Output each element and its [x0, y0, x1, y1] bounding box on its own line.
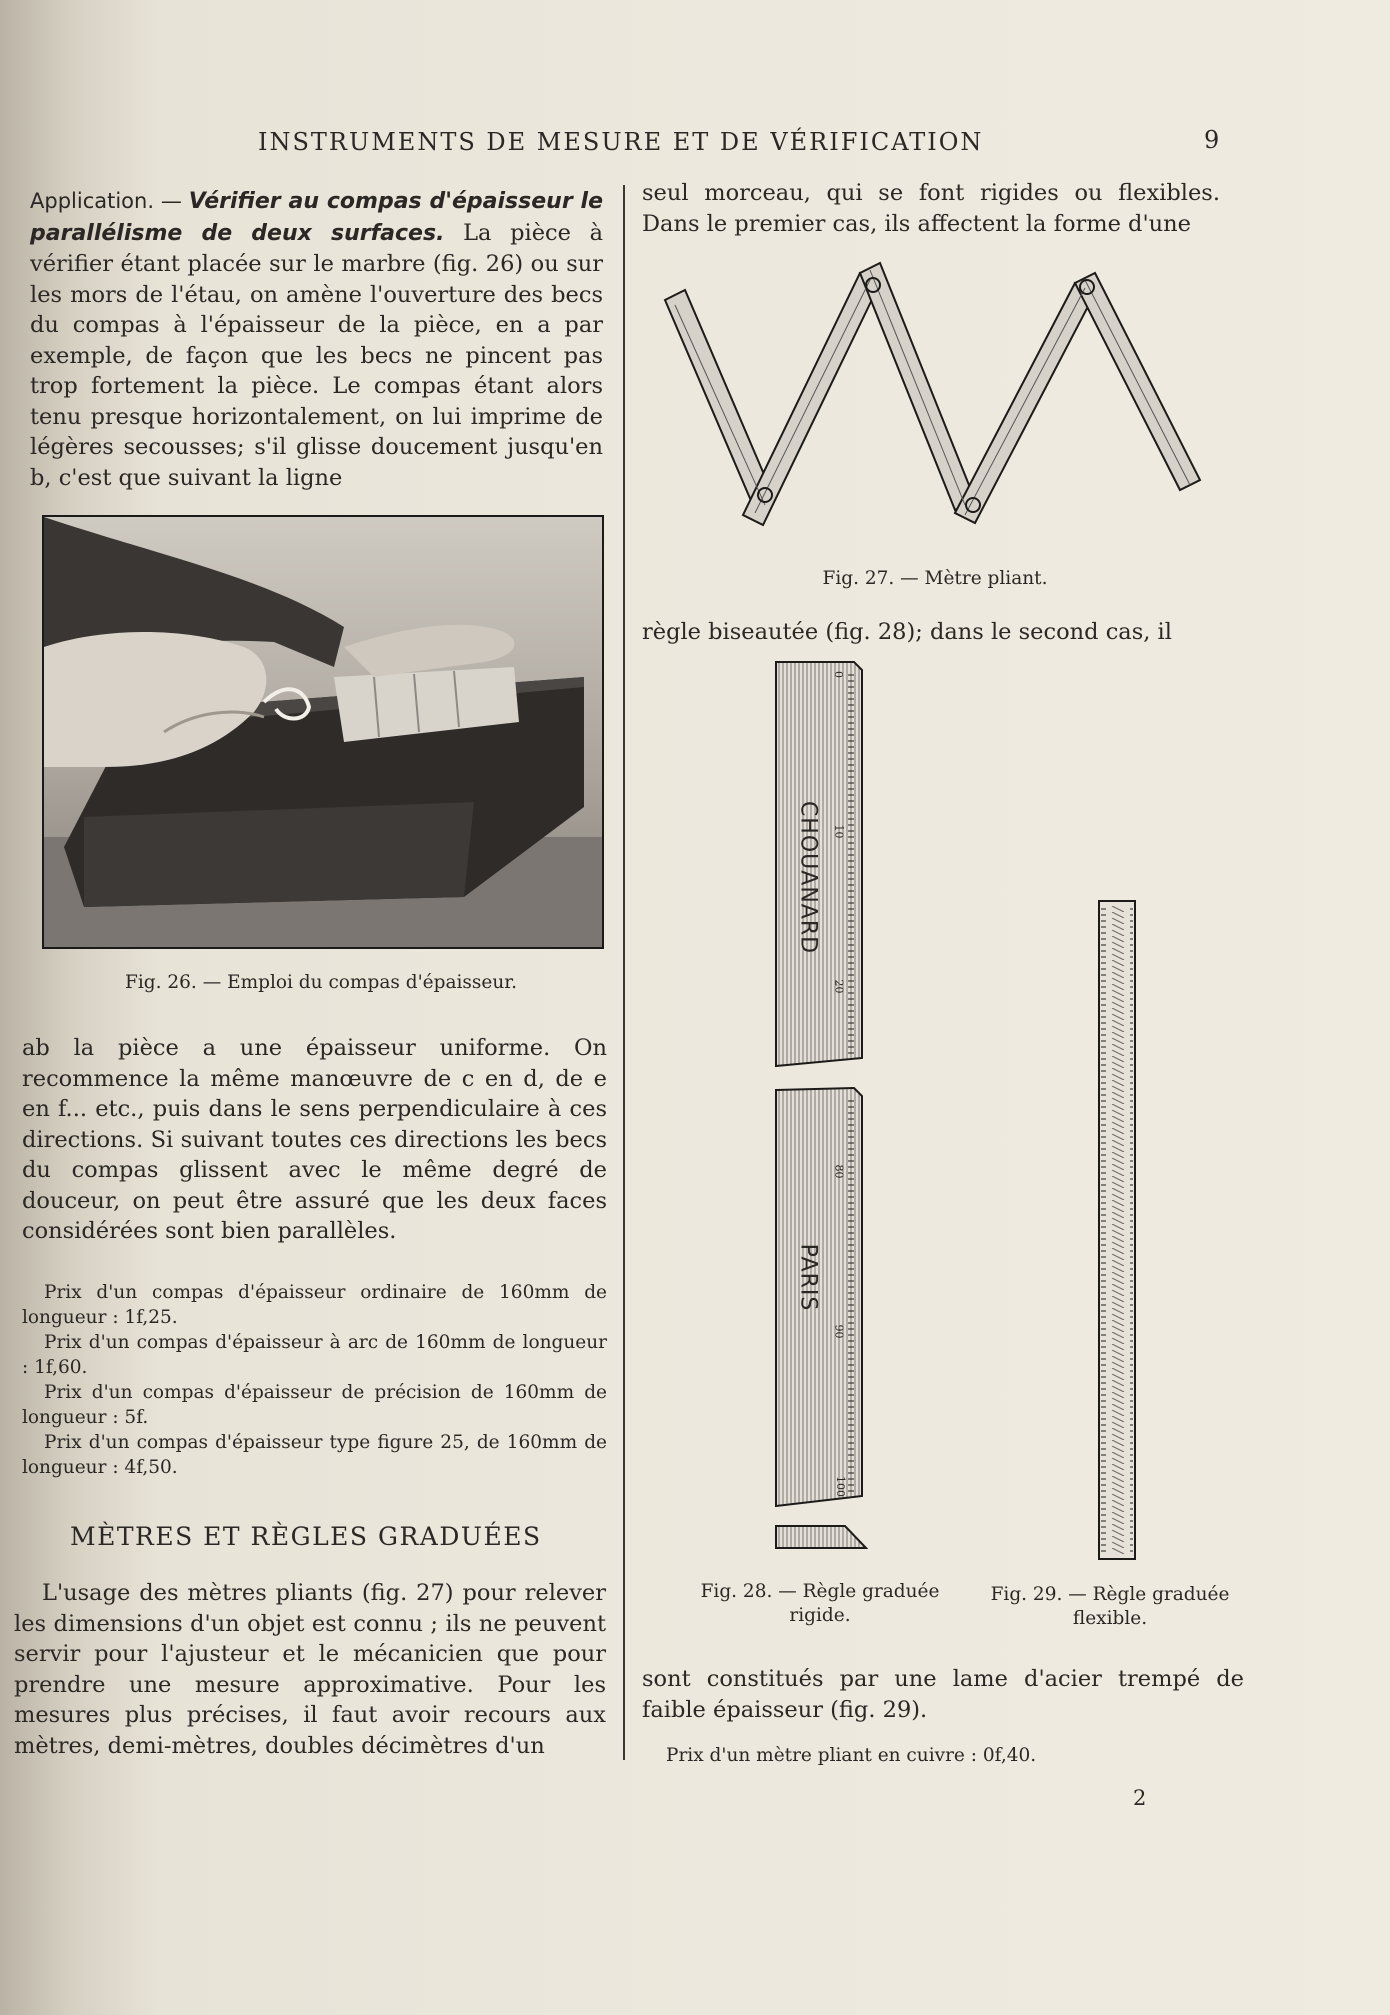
regle-rigide-drawing: [770, 660, 870, 1550]
paragraph-regle-biseautee: règle biseautée (fig. 28); dans le second cas, il: [642, 619, 1172, 645]
compas-epaisseur-photo: [44, 517, 602, 947]
application-title: Vérifier au compas d'épaisseur le parallélisme de deux surfaces.: [30, 189, 603, 246]
paragraph-seul-morceau: seul morceau, qui se font rigides ou flexibles. Dans le premier cas, ils affectent la forme d'une: [642, 180, 1220, 237]
paragraph-ab: ab la pièce a une épaisseur uniforme. On recommence la même manœuvre de c en d, de e en f... etc., puis dans le sens perpendiculaire à ces directions. Si suivant toutes ces directions les becs du compas glissent avec le même degré de douceur, on peut être assuré que les deux faces considérées sont bien parallèles.: [22, 1035, 607, 1244]
ruler-number: 20: [832, 979, 846, 994]
regle-flexible-drawing: [1098, 900, 1138, 1562]
fig26-caption: Fig. 26. — Emploi du compas d'épaisseur.: [125, 972, 517, 993]
ruler-number: 10: [832, 824, 846, 839]
application-paragraph: [30, 186, 603, 493]
fig27-folding-rule: [655, 255, 1215, 545]
ruler-number: 90: [832, 1324, 846, 1339]
price-line: Prix d'un compas d'épaisseur type figure 25, de 160mm de longueur : 4f,50.: [22, 1432, 607, 1478]
fig28-rigid-ruler: CHOUANARD PARIS 0 10 20 80 90 100: [770, 660, 870, 1550]
page-number: 9: [1204, 126, 1220, 154]
fig27-caption: Fig. 27. — Mètre pliant.: [822, 568, 1048, 589]
ruler-number: 80: [832, 1164, 846, 1179]
price-line: Prix d'un compas d'épaisseur ordinaire de 160mm de longueur : 1f,25.: [22, 1282, 607, 1328]
column-divider: [623, 185, 625, 1760]
section-title: MÈTRES ET RÈGLES GRADUÉES: [70, 1522, 542, 1551]
price-metre-pliant: Prix d'un mètre pliant en cuivre : 0f,40.: [666, 1745, 1037, 1766]
price-list-compas: [22, 1280, 607, 1480]
application-head: Application. —: [30, 189, 189, 213]
paragraph-lame-acier: sont constitués par une lame d'acier trempé de faible épaisseur (fig. 29).: [642, 1666, 1244, 1723]
fig28-caption: Fig. 28. — Règle graduée rigide.: [700, 1581, 940, 1626]
paragraph-metres: L'usage des mètres pliants (fig. 27) pour relever les dimensions d'un objet est connu ; ils ne peuvent servir pour l'ajusteur et le mécanicien que pour prendre une mesure approximative. Pour les mesures plus précises, il faut avoir recours aux mètres, demi-mètres, doubles décimètres d'un: [14, 1580, 606, 1759]
running-header: INSTRUMENTS DE MESURE ET DE VÉRIFICATION: [258, 128, 984, 156]
ruler-number: 100: [834, 1476, 847, 1497]
application-body: La pièce à vérifier étant placée sur le marbre (fig. 26) ou sur les mors de l'étau, on amène l'ouverture des becs du compas à l'épaisseur de la pièce, en a par exemple, de façon que les becs ne pincent pas trop fortement la pièce. Le compas étant alors tenu presque horizontalement, on lui imprime de légères secousses; s'il glisse doucement jusqu'en b, c'est que suivant la ligne: [30, 219, 604, 491]
signature-mark: 2: [1133, 1786, 1147, 1810]
price-line: Prix d'un compas d'épaisseur de précision de 160mm de longueur : 5f.: [22, 1382, 607, 1428]
ruler-number: 0: [832, 671, 845, 678]
fig26-photo: [42, 515, 604, 949]
fig29-flexible-ruler: [1098, 900, 1138, 1562]
price-line: Prix d'un compas d'épaisseur à arc de 160mm de longueur : 1f,60.: [22, 1332, 607, 1378]
fig29-caption: Fig. 29. — Règle graduée flexible.: [990, 1584, 1230, 1629]
metre-pliant-drawing: [655, 255, 1215, 545]
